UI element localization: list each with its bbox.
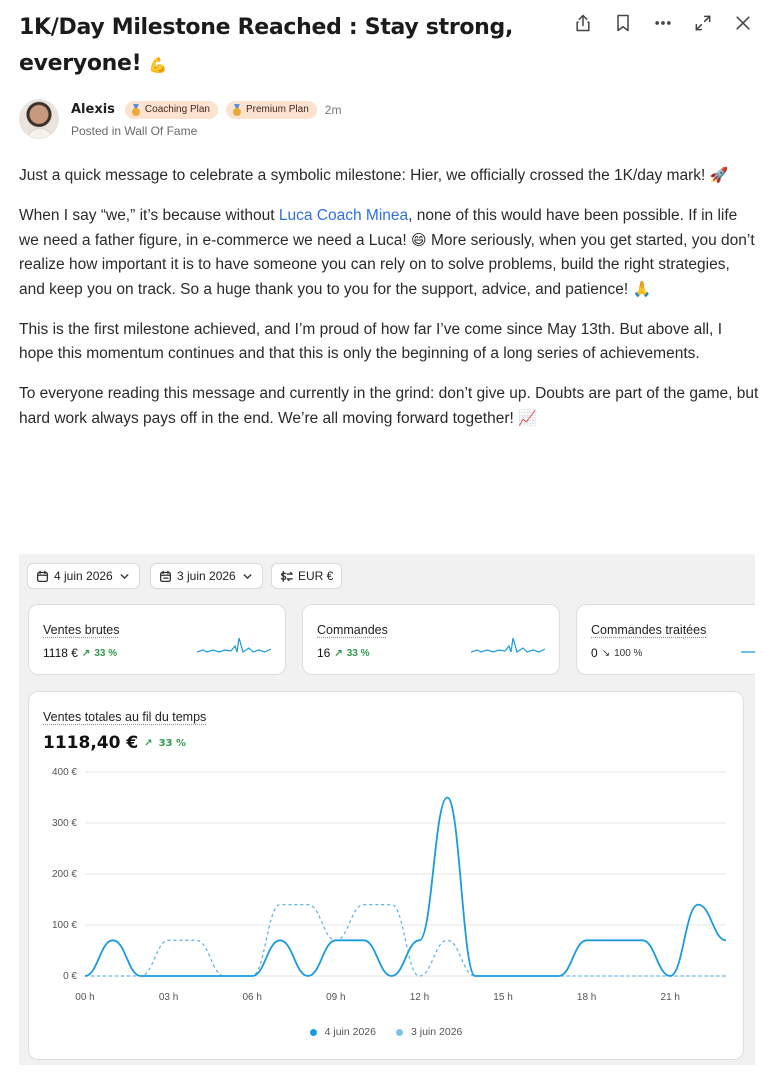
sparkline xyxy=(741,634,755,656)
bookmark-icon[interactable] xyxy=(612,12,634,34)
legend-dot xyxy=(396,1029,403,1036)
chevron-down-icon xyxy=(241,570,254,583)
chart-total: 1118,40 € ↗ 33 % xyxy=(43,733,186,753)
y-tick-label: 200 € xyxy=(51,869,77,880)
arrow-down-icon: ↘ xyxy=(601,647,611,659)
mention-link[interactable]: Luca Coach Minea xyxy=(278,207,409,224)
x-tick-label: 09 h xyxy=(326,992,346,1003)
paragraph-4: To everyone reading this message and currently in the grind: don’t give up. Doubts are part of the game, but hard work always pays off in the end. We’re all moving forward together! 📈 xyxy=(19,382,759,431)
compare-filter[interactable]: 3 juin 2026 xyxy=(150,563,263,589)
line-chart[interactable] xyxy=(29,692,745,1061)
badge-premium-plan: Premium Plan xyxy=(226,101,317,119)
post-time: 2m xyxy=(324,102,342,117)
expand-icon[interactable] xyxy=(692,12,714,34)
legend-item-4-juin[interactable]: 4 juin 2026 xyxy=(310,1026,376,1038)
post-body xyxy=(19,163,759,447)
x-tick-label: 12 h xyxy=(409,992,430,1003)
x-tick-label: 18 h xyxy=(576,992,597,1003)
posted-in[interactable]: Posted in Wall Of Fame xyxy=(71,123,198,138)
more-icon[interactable] xyxy=(652,12,674,34)
flexed-biceps-emoji: 💪 xyxy=(148,56,168,74)
post-title-text: 1K/Day Milestone Reached : Stay strong, everyone! xyxy=(19,15,514,76)
x-tick-label: 03 h xyxy=(158,992,179,1003)
arrow-up-icon: ↗ xyxy=(334,647,343,659)
x-tick-label: 15 h xyxy=(493,992,513,1003)
y-tick-label: 300 € xyxy=(51,818,77,829)
chart-increasing-emoji: 📈 xyxy=(518,409,537,427)
calendar-compare-icon xyxy=(159,570,172,583)
avatar[interactable] xyxy=(19,99,59,139)
legend-dot xyxy=(310,1029,317,1036)
author-block xyxy=(19,99,341,139)
post-toolbar xyxy=(572,12,754,34)
post-title xyxy=(19,10,539,83)
grinning-emoji: 😄 xyxy=(411,231,427,249)
y-tick-label: 100 € xyxy=(51,920,77,931)
calendar-icon xyxy=(36,570,49,583)
date-filter[interactable]: 4 juin 2026 xyxy=(27,563,140,589)
currency-filter[interactable]: EUR € xyxy=(271,563,342,589)
kpi-card-commandes-traitees[interactable]: Commandes traitées 0 ↘ 100 % xyxy=(576,604,755,675)
chart-legend xyxy=(29,1026,743,1038)
kpi-card-commandes[interactable]: Commandes 16 ↗ 33 % xyxy=(302,604,560,675)
medal-icon xyxy=(131,104,141,116)
close-icon[interactable] xyxy=(732,12,754,34)
chart-title: Ventes totales au fil du temps xyxy=(43,710,207,724)
series-line-primary xyxy=(85,798,726,977)
folded-hands-emoji: 🙏 xyxy=(632,280,652,298)
x-tick-label: 06 h xyxy=(242,992,262,1003)
legend-item-3-juin[interactable]: 3 juin 2026 xyxy=(396,1026,462,1038)
medal-icon xyxy=(232,104,242,116)
currency-exchange-icon xyxy=(280,570,293,583)
share-icon[interactable] xyxy=(572,12,594,34)
author-name[interactable]: Alexis xyxy=(71,102,115,117)
dashboard-screenshot xyxy=(19,554,755,1065)
x-tick-label: 00 h xyxy=(75,992,95,1003)
rocket-emoji: 🚀 xyxy=(709,166,729,184)
sparkline xyxy=(197,634,271,656)
x-tick-label: 21 h xyxy=(660,992,680,1003)
paragraph-1: Just a quick message to celebrate a symbolic milestone: Hier, we officially crossed the 1K/day mark! 🚀 xyxy=(19,163,759,188)
sparkline xyxy=(471,634,545,656)
sales-chart-card xyxy=(28,691,744,1060)
chevron-down-icon xyxy=(118,570,131,583)
y-tick-label: 0 € xyxy=(63,971,77,982)
arrow-up-icon: ↗ xyxy=(81,647,91,659)
arrow-up-icon: ↗ xyxy=(144,737,153,749)
badge-coaching-plan: Coaching Plan xyxy=(125,101,218,119)
kpi-card-ventes-brutes[interactable]: Ventes brutes 1118 € ↗ 33 % xyxy=(28,604,286,675)
paragraph-2: When I say “we,” it’s because without Luca Coach Minea, none of this would have been possible. If in life we need a father figure, in e-commerce we need a Luca! 😄 More seriously, when you get started, you don’t realize how important it is to have someone you can rely on to solve problems, build the right strategies, and keep you on track. So a huge thank you to you for the support, advice, and patience! 🙏 xyxy=(19,204,759,302)
y-tick-label: 400 € xyxy=(51,767,77,778)
paragraph-3: This is the first milestone achieved, and I’m proud of how far I’ve come since May 13th. But above all, I hope this momentum continues and that this is only the beginning of a long series of achievements. xyxy=(19,321,723,362)
